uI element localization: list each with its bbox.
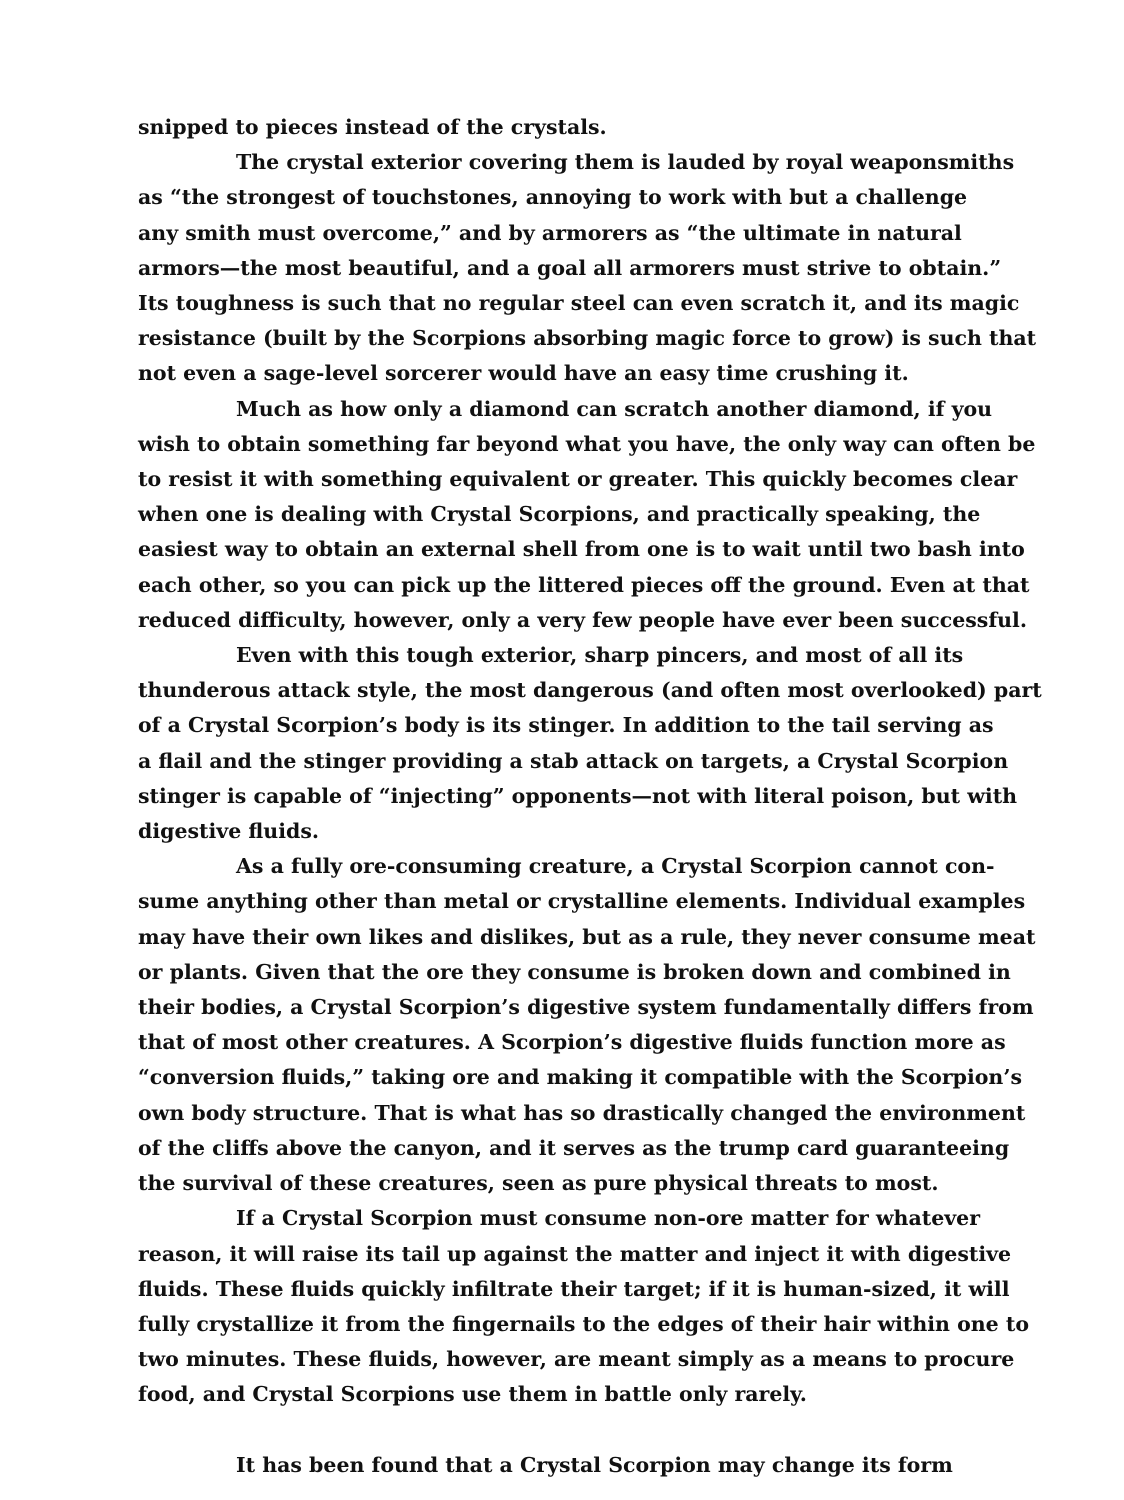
- text-line: armors—the most beautiful, and a goal all armorers must strive to obtain.”: [138, 255, 1002, 280]
- text-line: digestive fluids.: [138, 819, 319, 844]
- text-line: each other, so you can pick up the littered pieces off the ground. Even at that: [138, 572, 1030, 597]
- text-line: food, and Crystal Scorpions use them in battle only rarely.: [138, 1382, 807, 1407]
- text-line: the survival of these creatures, seen as pure physical threats to most.: [138, 1171, 939, 1196]
- text-line: when one is dealing with Crystal Scorpions, and practically speaking, the: [138, 502, 981, 527]
- text-line: resistance (built by the Scorpions absorbing magic force to grow) is such that: [138, 326, 1037, 351]
- text-line: or plants. Given that the ore they consume is broken down and combined in: [138, 959, 1011, 984]
- text-line: of a Crystal Scorpion’s body is its stinger. In addition to the tail serving as: [138, 713, 994, 738]
- text-line: thunderous attack style, the most dangerous (and often most overlooked) part: [138, 678, 1042, 703]
- text-line: to resist it with something equivalent or greater. This quickly becomes clear: [138, 467, 1018, 492]
- text-line: sume anything other than metal or crystalline elements. Individual examples: [138, 889, 1026, 914]
- text-line: that of most other creatures. A Scorpion’s digestive fluids function more as: [138, 1030, 1006, 1055]
- text-line: may have their own likes and dislikes, but as a rule, they never consume meat: [138, 924, 1036, 949]
- text-line: any smith must overcome,” and by armorers as “the ultimate in natural: [138, 220, 962, 245]
- paragraph-first-line: The crystal exterior covering them is lauded by royal weaponsmiths: [236, 150, 1015, 175]
- text-line: fluids. These fluids quickly infiltrate their target; if it is human-sized, it will: [138, 1276, 1010, 1301]
- paragraph-gap: [138, 1413, 1050, 1448]
- paragraph-first-line: Much as how only a diamond can scratch another diamond, if you: [236, 396, 993, 421]
- text-line: snipped to pieces instead of the crystals.: [138, 115, 607, 139]
- text-line: of the cliffs above the canyon, and it serves as the trump card guaranteeing: [138, 1135, 1010, 1160]
- paragraph-first-line: It has been found that a Crystal Scorpion may change its form: [236, 1452, 953, 1477]
- page-body: [138, 110, 1050, 1483]
- text-line: their bodies, a Crystal Scorpion’s digestive system fundamentally differs from: [138, 995, 1034, 1020]
- text-line: Its toughness is such that no regular steel can even scratch it, and its magic: [138, 291, 1020, 316]
- paragraph-first-line: Even with this tough exterior, sharp pincers, and most of all its: [236, 643, 964, 668]
- text-line: as “the strongest of touchstones, annoying to work with but a challenge: [138, 185, 968, 210]
- text-line: stinger is capable of “injecting” opponents—not with literal poison, but with: [138, 783, 1018, 808]
- text-line: own body structure. That is what has so drastically changed the environment: [138, 1100, 1026, 1125]
- text-line: fully crystallize it from the fingernails to the edges of their hair within one to: [138, 1311, 1029, 1336]
- text-line: reason, it will raise its tail up against the matter and inject it with digestive: [138, 1241, 1012, 1266]
- text-line: wish to obtain something far beyond what you have, the only way can often be: [138, 431, 1036, 456]
- text-line: easiest way to obtain an external shell from one is to wait until two bash into: [138, 537, 1025, 562]
- text-line: reduced difficulty, however, only a very few people have ever been successful.: [138, 607, 1027, 632]
- text-line: “conversion fluids,” taking ore and making it compatible with the Scorpion’s: [138, 1065, 1023, 1090]
- text-line: two minutes. These fluids, however, are meant simply as a means to procure: [138, 1347, 1015, 1372]
- text-line: a flail and the stinger providing a stab attack on targets, a Crystal Scorpion: [138, 748, 1009, 773]
- paragraph-first-line: If a Crystal Scorpion must consume non-ore matter for whatever: [236, 1206, 980, 1231]
- text-line: not even a sage-level sorcerer would have an easy time crushing it.: [138, 361, 909, 386]
- paragraph-first-line: As a fully ore-consuming creature, a Crystal Scorpion cannot con-: [236, 854, 995, 879]
